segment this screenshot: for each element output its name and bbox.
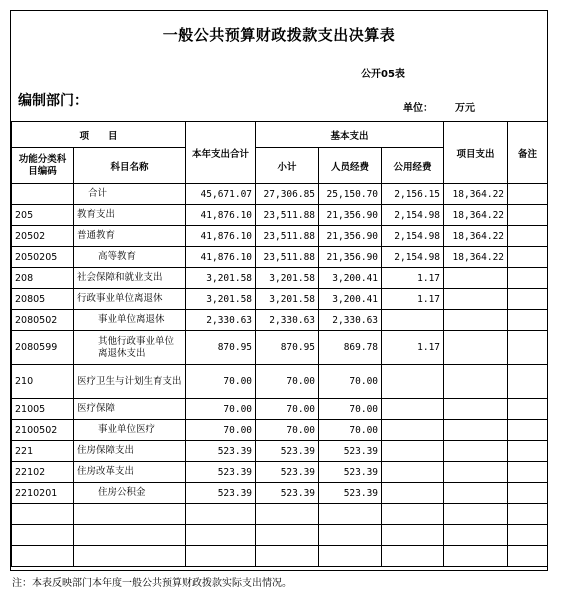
cell-total: 41,876.10 xyxy=(186,205,256,226)
cell-total: 41,876.10 xyxy=(186,247,256,268)
subject-name: 普通教育 xyxy=(74,226,186,247)
cell-subtotal: 870.95 xyxy=(256,331,319,365)
cell-total: 41,876.10 xyxy=(186,226,256,247)
cell-project: 18,364.22 xyxy=(444,205,508,226)
function-code: 20502 xyxy=(12,226,74,247)
table-row xyxy=(12,483,548,504)
subject-name: 其他行政事业单位离退休支出 xyxy=(74,331,186,365)
empty-cell xyxy=(256,504,319,525)
header-item: 项 目 xyxy=(12,122,186,148)
table-row xyxy=(12,365,548,399)
function-code: 2050205 xyxy=(12,247,74,268)
table-code: 公开05表 xyxy=(361,69,405,80)
report-sheet xyxy=(10,10,548,571)
subject-name: 事业单位医疗 xyxy=(74,420,186,441)
subject-name: 住房改革支出 xyxy=(74,462,186,483)
cell-total: 70.00 xyxy=(186,365,256,399)
cell-personnel: 869.78 xyxy=(319,331,382,365)
table-row xyxy=(12,247,548,268)
function-code: 2080502 xyxy=(12,310,74,331)
table-row xyxy=(12,289,548,310)
cell-remark xyxy=(508,462,548,483)
empty-cell xyxy=(256,546,319,567)
cell-subtotal: 523.39 xyxy=(256,483,319,504)
cell-remark xyxy=(508,289,548,310)
function-code: 2100502 xyxy=(12,420,74,441)
header-func-code: 功能分类科目编码 xyxy=(12,148,74,184)
subject-name: 高等教育 xyxy=(74,247,186,268)
cell-total: 523.39 xyxy=(186,483,256,504)
cell-public xyxy=(382,441,444,462)
cell-remark xyxy=(508,365,548,399)
function-code: 20805 xyxy=(12,289,74,310)
cell-subtotal: 2,330.63 xyxy=(256,310,319,331)
cell-subtotal: 523.39 xyxy=(256,441,319,462)
cell-total: 3,201.58 xyxy=(186,268,256,289)
cell-public: 2,154.98 xyxy=(382,205,444,226)
table-row xyxy=(12,399,548,420)
cell-public: 2,156.15 xyxy=(382,184,444,205)
cell-remark xyxy=(508,331,548,365)
cell-public xyxy=(382,365,444,399)
cell-public: 1.17 xyxy=(382,331,444,365)
table-row xyxy=(12,205,548,226)
empty-cell xyxy=(382,525,444,546)
table-row xyxy=(12,184,548,205)
cell-project xyxy=(444,289,508,310)
cell-project: 18,364.22 xyxy=(444,184,508,205)
function-code: 210 xyxy=(12,365,74,399)
subject-name: 住房公积金 xyxy=(74,483,186,504)
function-code: 2210201 xyxy=(12,483,74,504)
empty-cell xyxy=(382,546,444,567)
subject-name: 住房保障支出 xyxy=(74,441,186,462)
cell-total: 70.00 xyxy=(186,420,256,441)
empty-row xyxy=(12,504,548,525)
cell-personnel: 25,150.70 xyxy=(319,184,382,205)
cell-personnel: 523.39 xyxy=(319,441,382,462)
empty-cell xyxy=(12,525,74,546)
cell-personnel: 21,356.90 xyxy=(319,205,382,226)
cell-total: 70.00 xyxy=(186,399,256,420)
table-row xyxy=(12,226,548,247)
cell-personnel: 70.00 xyxy=(319,399,382,420)
cell-personnel: 523.39 xyxy=(319,483,382,504)
cell-subtotal: 23,511.88 xyxy=(256,247,319,268)
table-row xyxy=(12,331,548,365)
report-title: 一般公共预算财政拨款支出决算表 xyxy=(162,26,396,44)
cell-subtotal: 3,201.58 xyxy=(256,268,319,289)
cell-total: 523.39 xyxy=(186,441,256,462)
cell-project xyxy=(444,268,508,289)
footnote: 注：本表反映部门本年度一般公共预算财政拨款实际支出情况。 xyxy=(12,578,292,589)
table-row xyxy=(12,462,548,483)
empty-cell xyxy=(382,504,444,525)
cell-project: 18,364.22 xyxy=(444,247,508,268)
cell-remark xyxy=(508,226,548,247)
cell-personnel: 21,356.90 xyxy=(319,226,382,247)
empty-cell xyxy=(74,525,186,546)
empty-cell xyxy=(319,525,382,546)
cell-remark xyxy=(508,268,548,289)
subject-name: 医疗卫生与计划生育支出 xyxy=(74,365,186,399)
header-personnel: 人员经费 xyxy=(319,148,382,184)
header-subtotal: 小计 xyxy=(256,148,319,184)
cell-remark xyxy=(508,420,548,441)
cell-total: 870.95 xyxy=(186,331,256,365)
empty-cell xyxy=(186,504,256,525)
cell-project xyxy=(444,420,508,441)
subject-name: 事业单位离退休 xyxy=(74,310,186,331)
empty-row xyxy=(12,546,548,567)
header-public: 公用经费 xyxy=(382,148,444,184)
cell-subtotal: 523.39 xyxy=(256,462,319,483)
cell-public xyxy=(382,310,444,331)
function-code: 205 xyxy=(12,205,74,226)
cell-remark xyxy=(508,205,548,226)
empty-cell xyxy=(74,546,186,567)
cell-remark xyxy=(508,483,548,504)
empty-cell xyxy=(444,504,508,525)
subject-name: 医疗保障 xyxy=(74,399,186,420)
cell-total: 523.39 xyxy=(186,462,256,483)
cell-project xyxy=(444,441,508,462)
cell-subtotal: 70.00 xyxy=(256,420,319,441)
cell-public: 2,154.98 xyxy=(382,226,444,247)
subject-name: 社会保障和就业支出 xyxy=(74,268,186,289)
cell-project xyxy=(444,365,508,399)
cell-remark xyxy=(508,184,548,205)
cell-remark xyxy=(508,399,548,420)
cell-public: 1.17 xyxy=(382,268,444,289)
subject-name: 行政事业单位离退休 xyxy=(74,289,186,310)
cell-project: 18,364.22 xyxy=(444,226,508,247)
header-total: 本年支出合计 xyxy=(186,122,256,184)
cell-public: 2,154.98 xyxy=(382,247,444,268)
cell-personnel: 70.00 xyxy=(319,420,382,441)
cell-remark xyxy=(508,441,548,462)
function-code: 208 xyxy=(12,268,74,289)
cell-remark xyxy=(508,247,548,268)
cell-personnel: 21,356.90 xyxy=(319,247,382,268)
table-row xyxy=(12,268,548,289)
cell-personnel: 523.39 xyxy=(319,462,382,483)
table-row xyxy=(12,441,548,462)
cell-public xyxy=(382,399,444,420)
cell-subtotal: 27,306.85 xyxy=(256,184,319,205)
empty-cell xyxy=(12,546,74,567)
subject-name: 合计 xyxy=(74,184,186,205)
cell-total: 45,671.07 xyxy=(186,184,256,205)
empty-cell xyxy=(319,504,382,525)
cell-project xyxy=(444,462,508,483)
cell-subtotal: 3,201.58 xyxy=(256,289,319,310)
function-code: 21005 xyxy=(12,399,74,420)
table-row xyxy=(12,420,548,441)
cell-personnel: 3,200.41 xyxy=(319,289,382,310)
cell-project xyxy=(444,483,508,504)
header-basic: 基本支出 xyxy=(256,122,444,148)
header-subject-name: 科目名称 xyxy=(74,148,186,184)
cell-remark xyxy=(508,310,548,331)
unit-value: 万元 xyxy=(455,103,475,114)
cell-subtotal: 70.00 xyxy=(256,399,319,420)
cell-subtotal: 70.00 xyxy=(256,365,319,399)
cell-project xyxy=(444,310,508,331)
cell-personnel: 3,200.41 xyxy=(319,268,382,289)
cell-public: 1.17 xyxy=(382,289,444,310)
cell-personnel: 2,330.63 xyxy=(319,310,382,331)
empty-cell xyxy=(444,525,508,546)
empty-cell xyxy=(508,525,548,546)
empty-cell xyxy=(444,546,508,567)
function-code: 2080599 xyxy=(12,331,74,365)
expenditure-table xyxy=(11,121,548,567)
cell-public xyxy=(382,462,444,483)
function-code: 221 xyxy=(12,441,74,462)
empty-cell xyxy=(74,504,186,525)
cell-subtotal: 23,511.88 xyxy=(256,226,319,247)
empty-cell xyxy=(508,504,548,525)
cell-total: 2,330.63 xyxy=(186,310,256,331)
cell-project xyxy=(444,331,508,365)
empty-cell xyxy=(319,546,382,567)
empty-cell xyxy=(186,525,256,546)
function-code xyxy=(12,184,74,205)
unit-label: 单位： xyxy=(403,103,433,114)
empty-cell xyxy=(12,504,74,525)
empty-row xyxy=(12,525,548,546)
empty-cell xyxy=(508,546,548,567)
header-remark: 备注 xyxy=(508,122,548,184)
cell-total: 3,201.58 xyxy=(186,289,256,310)
cell-public xyxy=(382,483,444,504)
table-row xyxy=(12,310,548,331)
dept-label: 编制部门： xyxy=(18,93,88,109)
cell-subtotal: 23,511.88 xyxy=(256,205,319,226)
subject-name: 教育支出 xyxy=(74,205,186,226)
cell-public xyxy=(382,420,444,441)
function-code: 22102 xyxy=(12,462,74,483)
empty-cell xyxy=(256,525,319,546)
empty-cell xyxy=(186,546,256,567)
header-project: 项目支出 xyxy=(444,122,508,184)
cell-personnel: 70.00 xyxy=(319,365,382,399)
cell-project xyxy=(444,399,508,420)
